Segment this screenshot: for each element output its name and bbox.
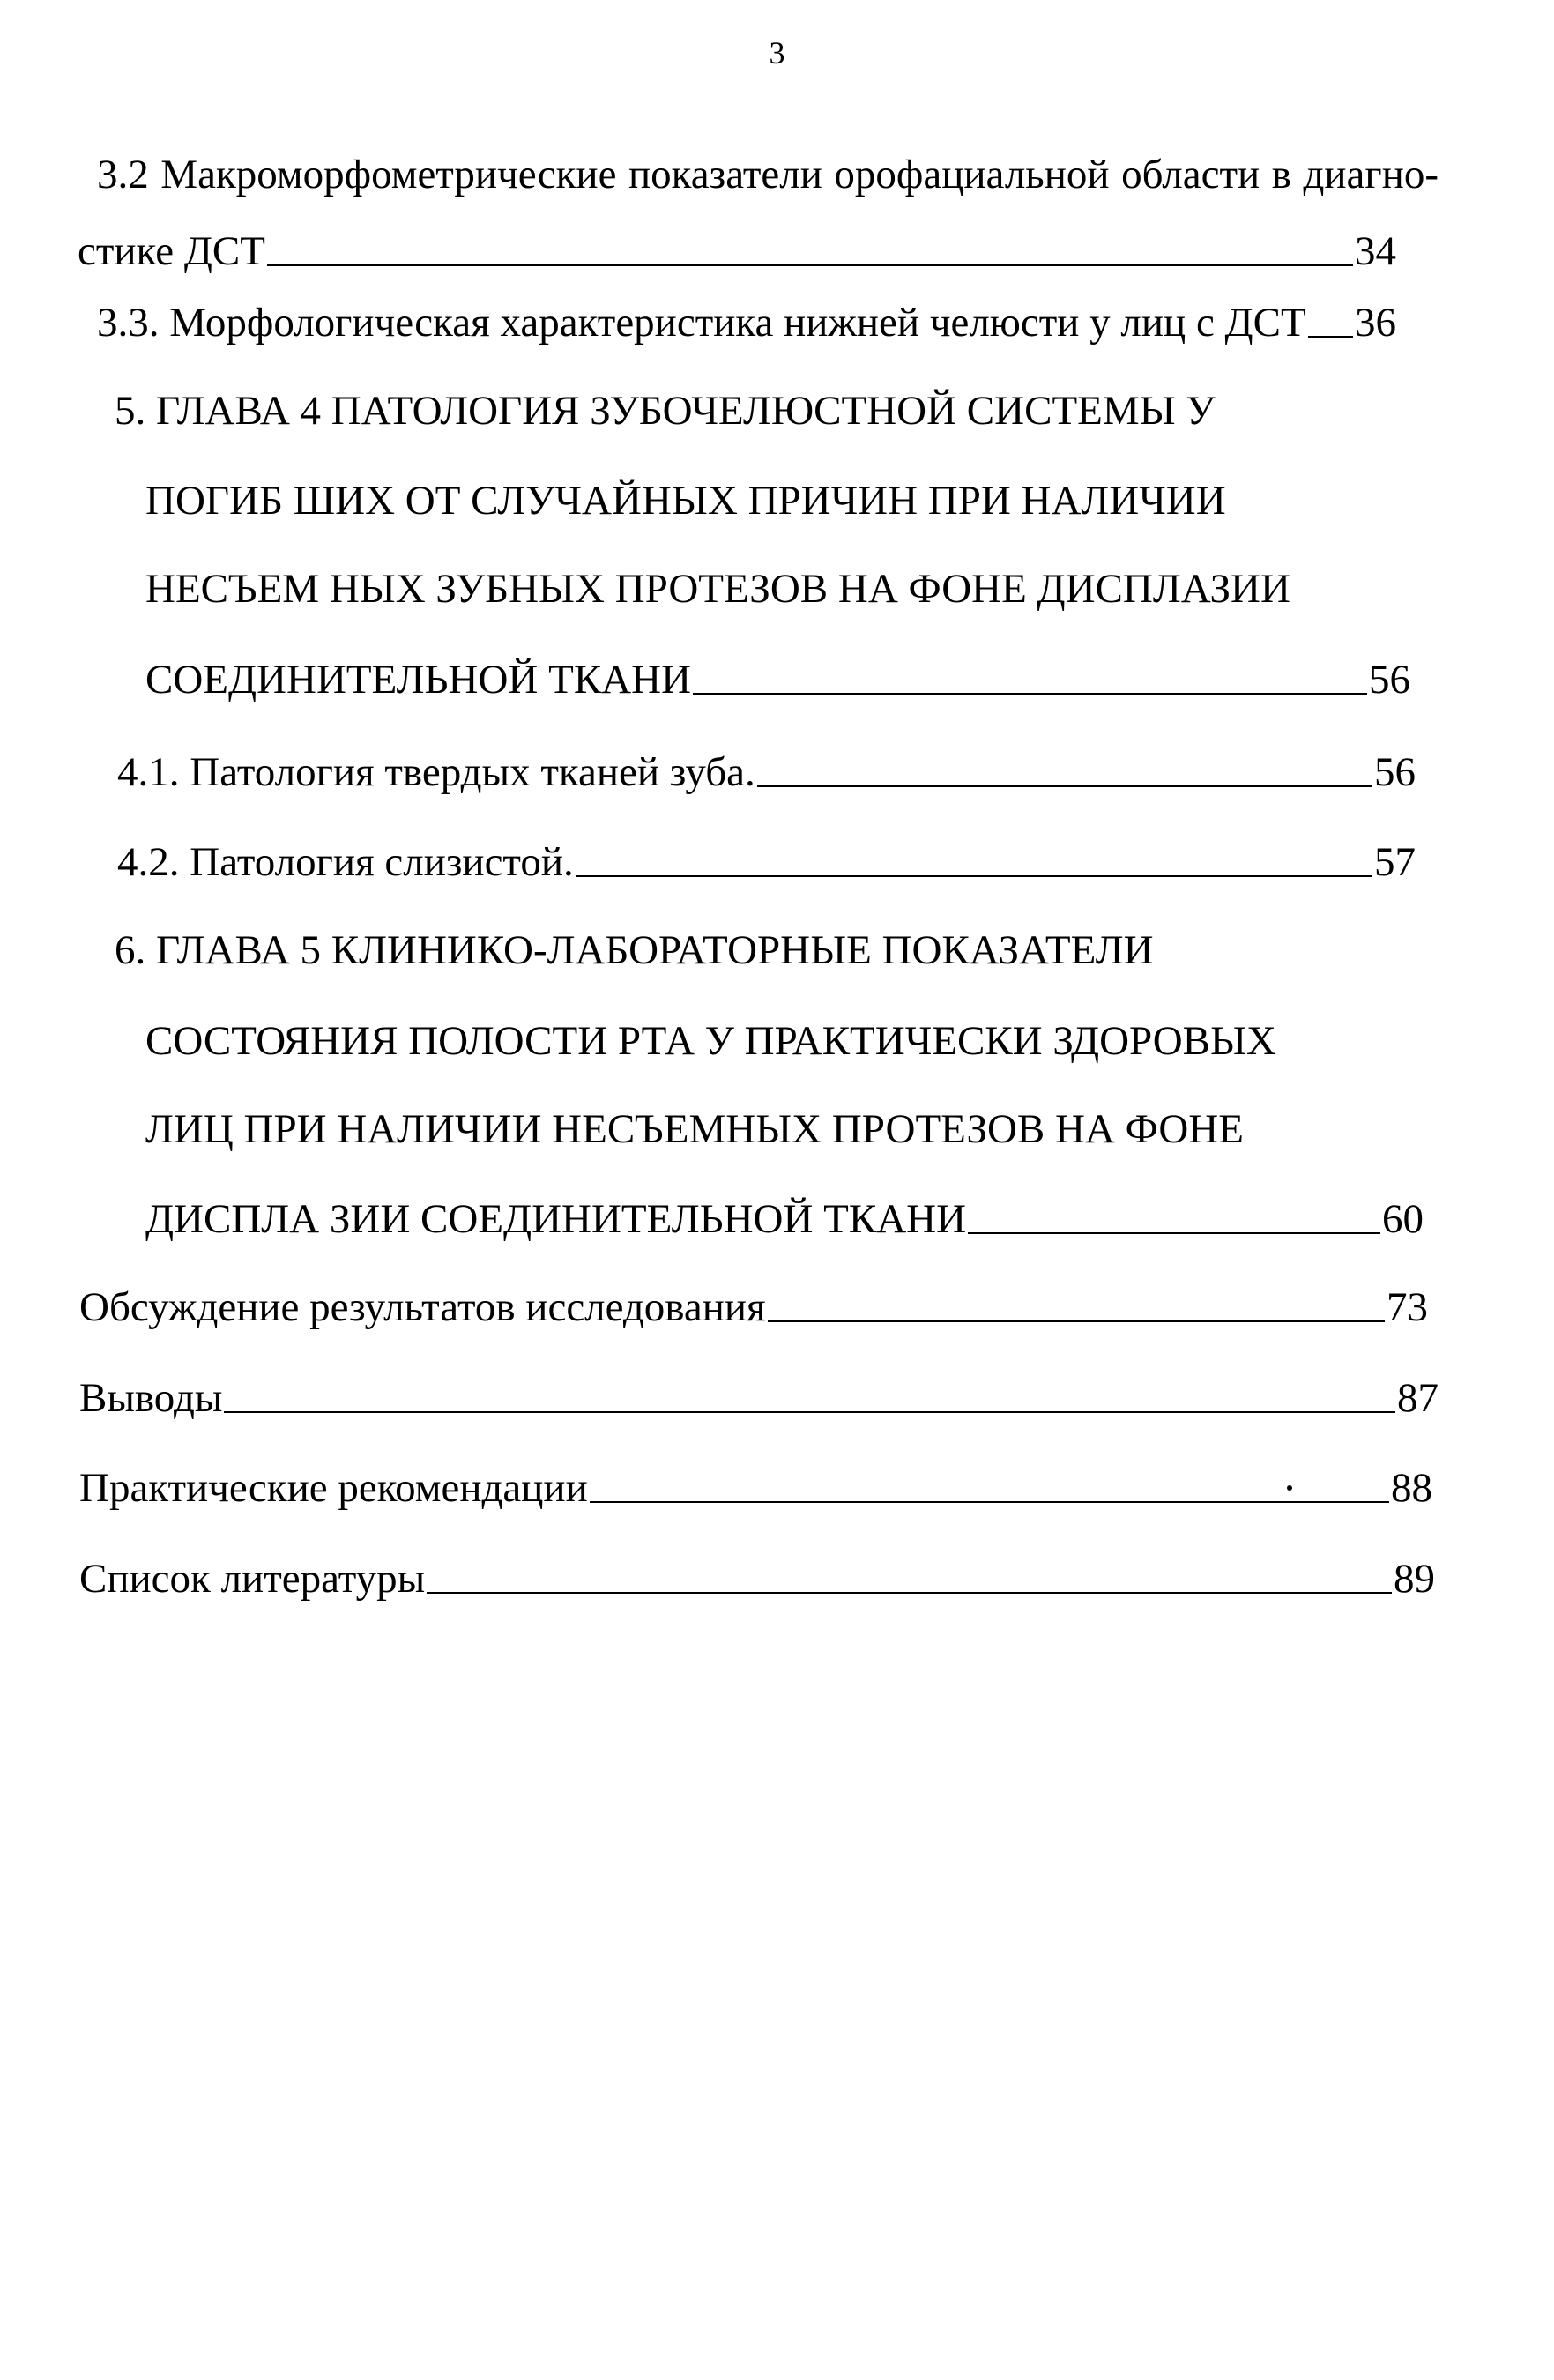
toc-recommendations-page: 88	[1391, 1465, 1432, 1511]
leader-line	[267, 264, 1353, 266]
leader-line	[768, 1320, 1385, 1322]
toc-recommendations-title: Практические рекомендации	[79, 1465, 588, 1511]
toc-entry-3-2	[78, 228, 1396, 274]
stray-dot	[1287, 1485, 1292, 1491]
toc-entry-3-3	[97, 302, 1396, 344]
toc-conclusions-page: 87	[1397, 1375, 1439, 1421]
toc-entry-4-2-page: 57	[1374, 839, 1416, 885]
toc-entry-4-2	[117, 839, 1416, 885]
toc-entry-4-1-page: 56	[1374, 749, 1416, 795]
toc-chapter-5-line2: СОСТОЯНИЯ ПОЛОСТИ РТА У ПРАКТИЧЕСКИ ЗДОРОВЫХ	[145, 1018, 1276, 1064]
toc-entry-3-3-title: 3.3. Морфологическая характеристика нижней челюсти у лиц с ДСТ	[97, 300, 1306, 346]
toc-chapter-4	[145, 659, 1410, 701]
leader-line	[576, 875, 1372, 877]
leader-line	[1308, 336, 1353, 338]
toc-chapter-5-line3: ЛИЦ ПРИ НАЛИЧИИ НЕСЪЕМНЫХ ПРОТЕЗОВ НА ФОНЕ	[145, 1106, 1244, 1152]
toc-entry-4-2-title: 4.2. Патология слизистой.	[117, 839, 574, 885]
page-number: 3	[769, 35, 785, 71]
leader-line	[968, 1232, 1380, 1234]
toc-chapter-4-line3: НЕСЪЕМ НЫХ ЗУБНЫХ ПРОТЕЗОВ НА ФОНЕ ДИСПЛАЗИИ	[145, 566, 1290, 612]
toc-entry-3-3-page: 36	[1355, 300, 1396, 346]
leader-line	[693, 693, 1367, 695]
leader-line	[427, 1592, 1392, 1594]
toc-chapter-4-page: 56	[1369, 657, 1410, 703]
toc-discussion	[79, 1284, 1428, 1330]
toc-entry-3-2-page: 34	[1355, 228, 1396, 274]
toc-entry-4-1-title: 4.1. Патология твердых тканей зуба.	[117, 749, 755, 795]
toc-discussion-title: Обсуждение результатов исследования	[79, 1284, 766, 1330]
toc-chapter-4-line2: ПОГИБ ШИХ ОТ СЛУЧАЙНЫХ ПРИЧИН ПРИ НАЛИЧИИ	[145, 478, 1226, 524]
toc-recommendations	[79, 1465, 1432, 1511]
toc-chapter-5	[145, 1196, 1424, 1242]
toc-references-page: 89	[1394, 1556, 1435, 1602]
toc-references-title: Список литературы	[79, 1556, 426, 1602]
toc-references	[79, 1558, 1435, 1600]
toc-discussion-page: 73	[1387, 1284, 1428, 1330]
toc-entry-4-1	[117, 749, 1416, 795]
leader-line	[757, 785, 1372, 787]
leader-line	[590, 1501, 1389, 1503]
toc-chapter-5-title: ДИСПЛА ЗИИ СОЕДИНИТЕЛЬНОЙ ТКАНИ	[145, 1196, 967, 1242]
toc-entry-3-2-title: стике ДСТ	[78, 228, 265, 274]
toc-chapter-4-title: СОЕДИНИТЕЛЬНОЙ ТКАНИ	[145, 657, 692, 703]
toc-chapter-5-line1: 6. ГЛАВА 5 КЛИНИКО-ЛАБОРАТОРНЫЕ ПОКАЗАТЕЛИ	[115, 927, 1154, 973]
toc-entry-3-2-line1: 3.2 Макроморфометрические показатели орофациальной области в диагно-	[97, 152, 1439, 197]
toc-chapter-4-line1: 5. ГЛАВА 4 ПАТОЛОГИЯ ЗУБОЧЕЛЮСТНОЙ СИСТЕМЫ У	[115, 388, 1216, 434]
toc-conclusions	[79, 1375, 1439, 1421]
toc-conclusions-title: Выводы	[79, 1375, 223, 1421]
leader-line	[224, 1411, 1395, 1413]
toc-chapter-5-page: 60	[1382, 1196, 1424, 1242]
